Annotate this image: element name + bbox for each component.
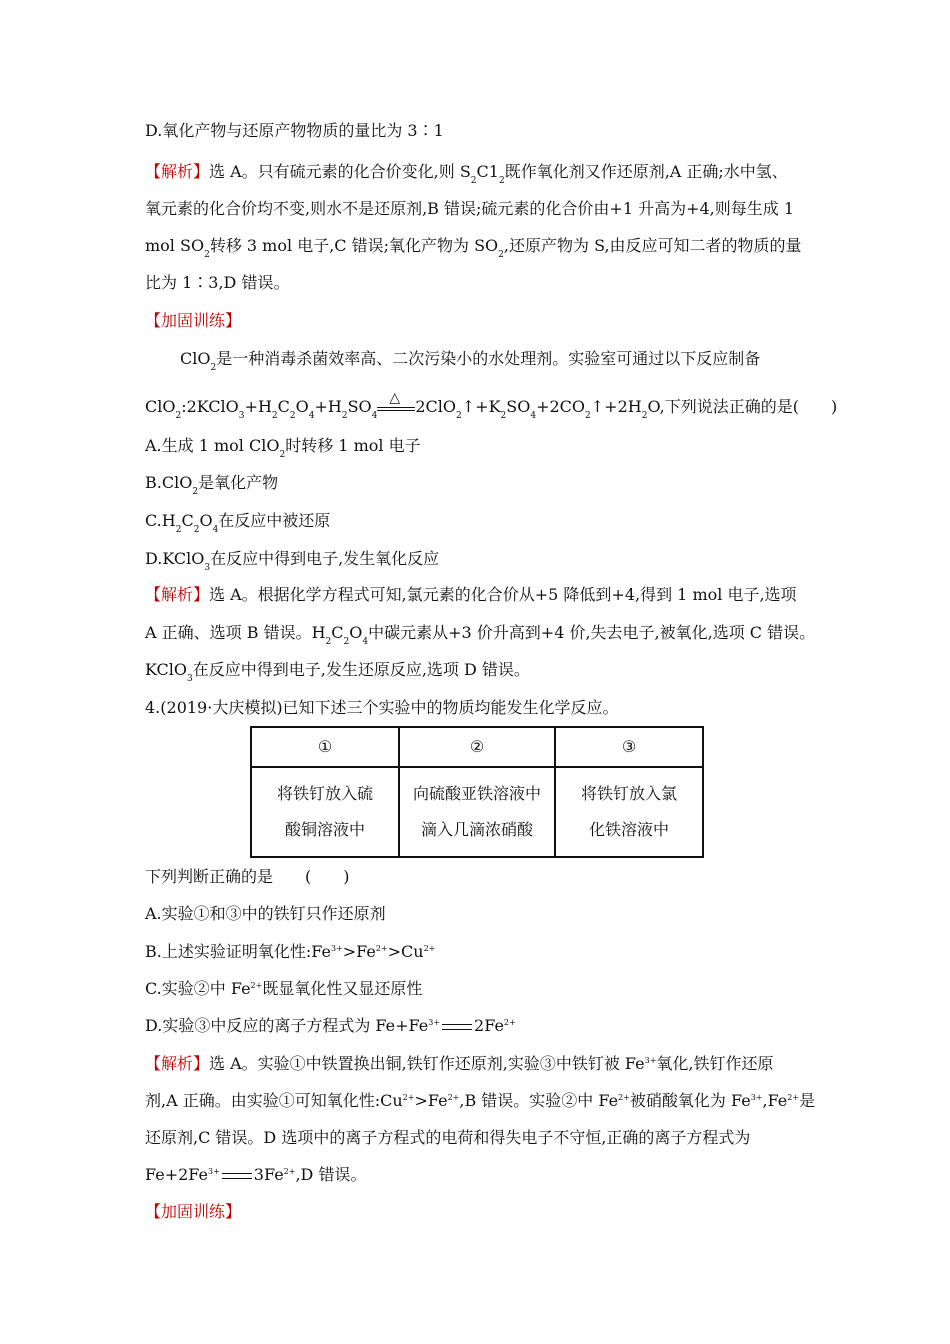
equals-sign-icon xyxy=(222,1173,252,1179)
analysis-4-line-2: 剂,A 正确。由实验①可知氧化性$:Cu^{2+}>Fe^{2+},B$ 错误。实验②中 $Fe^{2+}$被硝酸氧化为 $Fe^{3+},Fe^{2+}$是 xyxy=(145,1091,816,1110)
reinforce-label-1: 【加固训练】 xyxy=(145,311,242,330)
question-4-option-a: A.实验①和③中的铁钉只作还原剂 xyxy=(145,904,386,923)
table-header-2: ② xyxy=(399,727,555,767)
analysis-2-line-3: KClO$_3$在反应中得到电子,发生还原反应,选项 D 错误。 xyxy=(145,660,530,684)
table-cell-3: 将铁钉放入氯 化铁溶液中 xyxy=(555,767,703,857)
analysis-4-line-3: 还原剂,C 错误。D 选项中的离子方程式的电荷和得失电子不守恒,正确的离子方程式为 xyxy=(145,1128,751,1147)
question-2-option-b: B.ClO$_2$是氧化产物 xyxy=(145,473,279,497)
analysis-1-line-2: 氧元素的化合价均不变,则水不是还原剂,B 错误;硫元素的化合价由+1 升高为+4,则每生成 1 xyxy=(145,199,795,218)
analysis-2-line-1: 【解析】选 A。根据化学方程式可知,氯元素的化合价从+5 降低到+4,得到 1 mol 电子,选项 xyxy=(145,585,797,604)
equals-sign-icon xyxy=(442,1024,472,1030)
table-cell-2: 向硫酸亚铁溶液中 滴入几滴浓硝酸 xyxy=(399,767,555,857)
question-4-stem: 4.(2019·大庆模拟)已知下述三个实验中的物质均能发生化学反应。 xyxy=(145,698,619,717)
question-2-option-a: A.生成 1 mol ClO$_2$时转移 1 mol 电子 xyxy=(145,436,421,460)
reinforce-label-2: 【加固训练】 xyxy=(145,1202,242,1221)
option-d-prev: D.氧化产物与还原产物物质的量比为 3∶1 xyxy=(145,121,444,140)
table-header-3: ③ xyxy=(555,727,703,767)
analysis-label: 【解析】 xyxy=(145,1054,210,1073)
analysis-4-line-1: 【解析】选 A。实验①中铁置换出铜,铁钉作还原剂,实验③中铁钉被 $Fe^{3+}$氧化,铁钉作还原 xyxy=(145,1054,774,1073)
analysis-1-line-3: mol $SO_2$转移 3 mol 电子,C 错误;氧化产物为 $SO_2$,还原产物为 S,由反应可知二者的物质的量 xyxy=(145,236,802,260)
experiment-table xyxy=(250,726,704,858)
table-cell-1: 将铁钉放入硫 酸铜溶液中 xyxy=(251,767,399,857)
question-4-option-d: D.实验③中反应的离子方程式为 $Fe+Fe^{3+}$ $2Fe^{2+}$ xyxy=(145,1016,516,1035)
analysis-1-line-4: 比为 1∶3,D 错误。 xyxy=(145,273,290,292)
analysis-4-line-4: $Fe+2Fe^{3+}$ $3Fe^{2+},D$ 错误。 xyxy=(145,1165,367,1184)
heating-arrow-icon: △ xyxy=(377,401,415,415)
question-4-option-b: B.上述实验证明氧化性$:Fe^{3+}>Fe^{2+}>Cu^{2+}$ xyxy=(145,942,436,961)
question-2-option-c: $C.H_2C_2O_4$在反应中被还原 xyxy=(145,511,331,535)
question-2-stem: ClO$_2$是一种消毒杀菌效率高、二次污染小的水处理剂。实验室可通过以下反应制备 xyxy=(180,349,761,373)
question-4-ask: 下列判断正确的是 ( ) xyxy=(145,867,350,886)
question-2-option-d: D.KClO$_3$在反应中得到电子,发生氧化反应 xyxy=(145,549,440,573)
question-2-equation: $ClO_2:2KClO_3+H_2C_2O_4+H_2SO_4$ △ $2ClO_2↑+K_2SO_4+2CO_2↑+2H_2O$,下列说法正确的是( ) xyxy=(145,389,838,421)
analysis-label: 【解析】 xyxy=(145,162,210,181)
analysis-1-line-1: 【解析】选 A。只有硫元素的化合价变化,则 $S_2C1_2$既作氧化剂又作还原剂,A 正确;水中氢、 xyxy=(145,162,788,186)
table-header-1: ① xyxy=(251,727,399,767)
question-4-option-c: C.实验②中 $Fe^{2+}$既显氧化性又显还原性 xyxy=(145,979,423,998)
analysis-label: 【解析】 xyxy=(145,585,210,604)
analysis-2-line-2: A 正确、选项 B 错误。$H_2C_2O_4$中碳元素从+3 价升高到+4 价,失去电子,被氧化,选项 C 错误。 xyxy=(145,623,816,647)
